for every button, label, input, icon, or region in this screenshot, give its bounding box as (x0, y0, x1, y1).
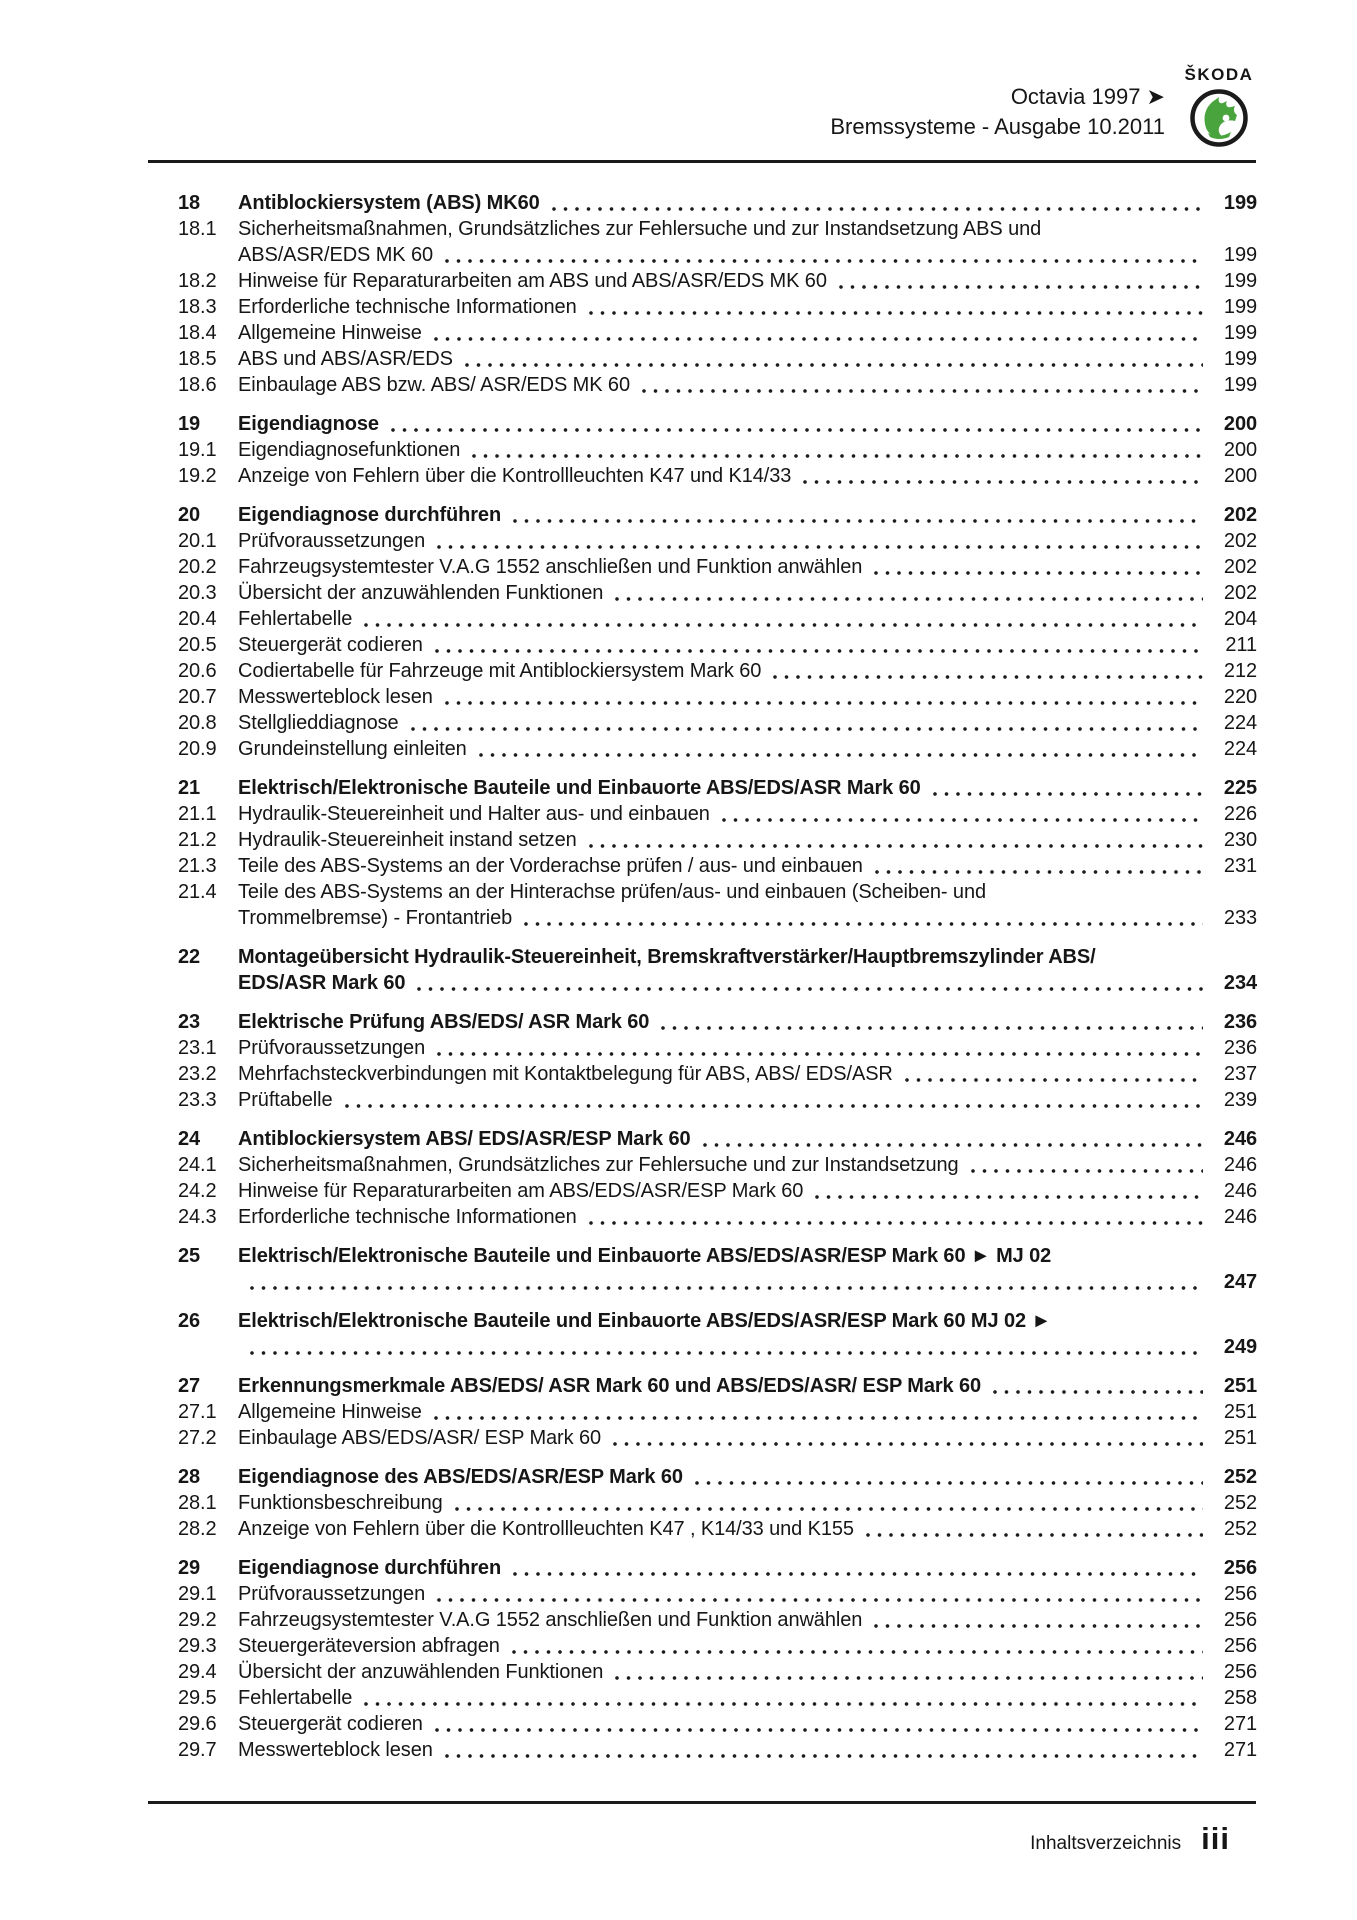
toc-entry-title: Einbaulage ABS/EDS/ASR/ ESP Mark 60 (238, 1427, 601, 1449)
toc-entry-page: 256 (1223, 1557, 1257, 1579)
toc-entry-number: 28 (178, 1466, 201, 1488)
toc-entry (178, 1685, 1257, 1711)
toc-entry-page: 225 (1223, 777, 1257, 799)
toc-entry-page: 256 (1223, 1583, 1257, 1605)
dot-leader (364, 1701, 1203, 1707)
dot-leader (250, 1285, 1203, 1291)
toc-entry (178, 1061, 1257, 1087)
toc-entry-title: Funktionsbeschreibung (238, 1492, 443, 1514)
toc-entry-number: 18.2 (178, 270, 217, 292)
toc-entry (178, 268, 1257, 294)
toc-entry-number: 24.2 (178, 1180, 217, 1202)
toc-entry-number: 20.1 (178, 530, 217, 552)
toc-entry-number: 29.3 (178, 1635, 217, 1657)
skoda-brand-text: ŠKODA (1184, 65, 1254, 84)
toc-entry (178, 463, 1257, 489)
toc-entry-number: 23.3 (178, 1089, 217, 1111)
toc-entry-title: Trommelbremse) - Frontantrieb (238, 907, 513, 929)
toc-entry-number: 26 (178, 1310, 201, 1332)
toc-entry (178, 658, 1257, 684)
dot-leader (437, 1051, 1203, 1057)
toc-entry (178, 1711, 1257, 1737)
dot-leader (589, 310, 1203, 316)
toc-entry-title: Eigendiagnosefunktionen (238, 439, 461, 461)
dot-leader (815, 1194, 1203, 1200)
toc-entry-title-line: Elektrisch/Elektronische Bauteile und Einbauorte ABS/EDS/ASR/ESP Mark 60 MJ 02 ► (238, 1310, 1052, 1332)
toc-entry-title: Eigendiagnose durchführen (238, 1557, 502, 1579)
toc-entry (178, 190, 1257, 216)
toc-entry-title: Prüfvoraussetzungen (238, 1583, 426, 1605)
toc-entry-number: 25 (178, 1245, 201, 1267)
toc-entry-page: 252 (1223, 1492, 1257, 1514)
toc-entry-title: Teile des ABS-Systems an der Vorderachse prüfen / aus- und einbauen (238, 855, 863, 877)
toc-entry-title: Elektrisch/Elektronische Bauteile und Einbauorte ABS/EDS/ASR Mark 60 (238, 777, 921, 799)
toc-entry (178, 853, 1257, 879)
toc-entry-number: 20.2 (178, 556, 217, 578)
toc-entry-title: Eigendiagnose durchführen (238, 504, 502, 526)
dot-leader (437, 1597, 1203, 1603)
toc (178, 190, 1257, 1763)
toc-entry-number: 23.1 (178, 1037, 217, 1059)
skoda-logo-icon (1188, 87, 1250, 149)
toc-entry (178, 1204, 1257, 1230)
dot-leader (472, 453, 1203, 459)
toc-entry (178, 775, 1257, 801)
toc-entry (178, 736, 1257, 762)
dot-leader (874, 1623, 1203, 1629)
toc-entry-title: ABS/ASR/EDS MK 60 (238, 244, 434, 266)
toc-entry-title: Messwerteblock lesen (238, 1739, 433, 1761)
dot-leader (642, 388, 1203, 394)
toc-entry (178, 1464, 1257, 1490)
toc-entry-title: Elektrische Prüfung ABS/EDS/ ASR Mark 60 (238, 1011, 650, 1033)
dot-leader (613, 1441, 1203, 1447)
toc-entry-number: 27 (178, 1375, 201, 1397)
toc-entry-number: 27.2 (178, 1427, 217, 1449)
toc-entry-title-line: Montageübersicht Hydraulik-Steuereinheit, Bremskraftverstärker/Hauptbremszylinder ABS/ (238, 946, 1096, 968)
footer-label: Inhaltsverzeichnis (1030, 1833, 1182, 1854)
toc-entry (178, 1399, 1257, 1425)
toc-entry-title: Prüfvoraussetzungen (238, 1037, 426, 1059)
toc-entry-page: 246 (1223, 1180, 1257, 1202)
toc-entry-title: Hydraulik-Steuereinheit und Halter aus- und einbauen (238, 803, 710, 825)
toc-entry-page: 226 (1223, 803, 1257, 825)
toc-entry (178, 632, 1257, 658)
toc-entry-title: Hydraulik-Steuereinheit instand setzen (238, 829, 577, 851)
toc-entry-number: 22 (178, 946, 201, 968)
toc-entry-number: 28.1 (178, 1492, 217, 1514)
toc-entry-number: 20.4 (178, 608, 217, 630)
toc-entry-title: Eigendiagnose des ABS/EDS/ASR/ESP Mark 60 (238, 1466, 683, 1488)
toc-entry (178, 1035, 1257, 1061)
toc-entry-title-line: Teile des ABS-Systems an der Hinterachse prüfen/aus- und einbauen (Scheiben- und (238, 881, 987, 903)
dot-leader (391, 427, 1203, 433)
toc-entry (178, 294, 1257, 320)
dot-leader (866, 1532, 1203, 1538)
toc-entry-number: 24 (178, 1128, 201, 1150)
dot-leader (250, 1350, 1203, 1356)
toc-entry-page: 251 (1223, 1427, 1257, 1449)
toc-entry (178, 372, 1257, 398)
dot-leader (445, 1753, 1203, 1759)
toc-entry-title: Fehlertabelle (238, 608, 353, 630)
dot-leader (345, 1103, 1203, 1109)
toc-entry-title: Steuergerät codieren (238, 1713, 423, 1735)
toc-entry (178, 1152, 1257, 1178)
dot-leader (524, 921, 1203, 927)
toc-entry-number: 18.4 (178, 322, 217, 344)
toc-entry (178, 580, 1257, 606)
dot-leader (434, 336, 1203, 342)
dot-leader (874, 570, 1203, 576)
dot-leader (479, 752, 1203, 758)
toc-entry-number: 29.5 (178, 1687, 217, 1709)
toc-entry-page: 234 (1223, 972, 1257, 994)
toc-entry-page: 256 (1223, 1609, 1257, 1631)
toc-entry (178, 1633, 1257, 1659)
toc-entry-number: 28.2 (178, 1518, 217, 1540)
dot-leader (513, 1571, 1203, 1577)
toc-entry (178, 1009, 1257, 1035)
dot-leader (703, 1142, 1203, 1148)
toc-entry-title: Allgemeine Hinweise (238, 1401, 422, 1423)
toc-entry-title: Erforderliche technische Informationen (238, 296, 577, 318)
toc-entry-number: 20.8 (178, 712, 217, 734)
header-model-line: Octavia 1997 ➤ (1010, 84, 1165, 109)
toc-entry (178, 710, 1257, 736)
toc-entry-page: 237 (1223, 1063, 1257, 1085)
dot-leader (552, 206, 1203, 212)
toc-entry-number: 29.4 (178, 1661, 217, 1683)
toc-entry-page: 220 (1223, 686, 1257, 708)
dot-leader (905, 1077, 1203, 1083)
dot-leader (695, 1480, 1203, 1486)
toc-entry-page: 199 (1223, 374, 1257, 396)
toc-entry-number: 21 (178, 777, 201, 799)
dot-leader (773, 674, 1203, 680)
toc-entry (178, 944, 1257, 996)
toc-entry (178, 1659, 1257, 1685)
toc-entry-title: EDS/ASR Mark 60 (238, 972, 406, 994)
toc-entry (178, 216, 1257, 268)
dot-leader (839, 284, 1203, 290)
toc-entry-page: 246 (1223, 1128, 1257, 1150)
toc-entry-number: 20 (178, 504, 201, 526)
dot-leader (875, 869, 1203, 875)
toc-entry (178, 1607, 1257, 1633)
dot-leader (993, 1389, 1203, 1395)
toc-entry-title: Fehlertabelle (238, 1687, 353, 1709)
toc-entry-title: Messwerteblock lesen (238, 686, 433, 708)
toc-entry-title: ABS und ABS/ASR/EDS (238, 348, 453, 370)
toc-entry-title: Übersicht der anzuwählenden Funktionen (238, 1661, 604, 1683)
toc-entry-number: 29.2 (178, 1609, 217, 1631)
toc-entry-page: 252 (1223, 1518, 1257, 1540)
toc-entry-page: 246 (1223, 1154, 1257, 1176)
toc-entry-title: Stellglieddiagnose (238, 712, 399, 734)
page-header (830, 82, 1165, 142)
page-footer (1030, 1822, 1230, 1856)
toc-entry-number: 20.7 (178, 686, 217, 708)
toc-entry-page: 224 (1223, 738, 1257, 760)
toc-entry (178, 1581, 1257, 1607)
toc-entry (178, 1126, 1257, 1152)
toc-entry (178, 1308, 1257, 1360)
toc-entry-title: Antiblockiersystem (ABS) MK60 (238, 192, 540, 214)
toc-entry-number: 21.4 (178, 881, 217, 903)
toc-entry-number: 20.9 (178, 738, 217, 760)
toc-entry-number: 18.5 (178, 348, 217, 370)
dot-leader (589, 843, 1203, 849)
toc-entry-page: 246 (1223, 1206, 1257, 1228)
toc-entry (178, 1425, 1257, 1451)
toc-entry-number: 24.3 (178, 1206, 217, 1228)
toc-entry-page: 199 (1223, 244, 1257, 266)
dot-leader (445, 258, 1203, 264)
toc-entry (178, 1490, 1257, 1516)
dot-leader (589, 1220, 1203, 1226)
toc-entry-page: 271 (1223, 1739, 1257, 1761)
toc-entry-page: 202 (1223, 530, 1257, 552)
toc-entry-title: Anzeige von Fehlern über die Kontrollleuchten K47 , K14/33 und K155 (238, 1518, 854, 1540)
toc-entry-page: 202 (1223, 556, 1257, 578)
toc-entry (178, 827, 1257, 853)
toc-entry-title: Prüftabelle (238, 1089, 333, 1111)
toc-entry-title-line: Sicherheitsmaßnahmen, Grundsätzliches zur Fehlersuche und zur Instandsetzung ABS und (238, 218, 1042, 240)
dot-leader (722, 817, 1203, 823)
toc-entry (178, 1516, 1257, 1542)
toc-entry-number: 29.7 (178, 1739, 217, 1761)
dot-leader (513, 518, 1203, 524)
dot-leader (971, 1168, 1203, 1174)
toc-entry-page: 247 (1223, 1271, 1257, 1293)
dot-leader (364, 622, 1203, 628)
toc-entry (178, 502, 1257, 528)
dot-leader (615, 1675, 1203, 1681)
toc-entry-number: 27.1 (178, 1401, 217, 1423)
toc-entry-number: 24.1 (178, 1154, 217, 1176)
toc-entry-page: 236 (1223, 1037, 1257, 1059)
toc-entry-page: 251 (1223, 1401, 1257, 1423)
dot-leader (437, 544, 1203, 550)
toc-entry (178, 684, 1257, 710)
toc-entry-page: 199 (1223, 192, 1257, 214)
toc-entry-page: 258 (1223, 1687, 1257, 1709)
toc-entry-number: 18 (178, 192, 201, 214)
toc-entry-page: 230 (1223, 829, 1257, 851)
toc-entry-page: 211 (1225, 634, 1257, 656)
header-doc-line: Bremssysteme - Ausgabe 10.2011 (830, 114, 1165, 139)
toc-entry (178, 554, 1257, 580)
header-rule (148, 160, 1256, 163)
toc-entry-page: 202 (1223, 582, 1257, 604)
toc-entry (178, 801, 1257, 827)
toc-entry-title: Mehrfachsteckverbindungen mit Kontaktbelegung für ABS, ABS/ EDS/ASR (238, 1063, 893, 1085)
toc-entry-title: Allgemeine Hinweise (238, 322, 422, 344)
footer-rule (148, 1801, 1256, 1804)
toc-entry (178, 879, 1257, 931)
toc-entry (178, 1243, 1257, 1295)
toc-entry (178, 528, 1257, 554)
toc-entry-page: 199 (1223, 322, 1257, 344)
toc-entry (178, 1555, 1257, 1581)
toc-entry-page: 199 (1223, 270, 1257, 292)
toc-entry-page: 271 (1223, 1713, 1257, 1735)
toc-entry-page: 199 (1223, 296, 1257, 318)
toc-entry-title: Übersicht der anzuwählenden Funktionen (238, 582, 604, 604)
dot-leader (803, 479, 1203, 485)
toc-entry-title: Fahrzeugsystemtester V.A.G 1552 anschließen und Funktion anwählen (238, 556, 863, 578)
dot-leader (615, 596, 1203, 602)
toc-entry (178, 437, 1257, 463)
toc-entry-page: 236 (1223, 1011, 1257, 1033)
toc-entry-number: 19.1 (178, 439, 217, 461)
toc-entry-title: Erforderliche technische Informationen (238, 1206, 577, 1228)
toc-entry (178, 1087, 1257, 1113)
toc-entry-page: 200 (1223, 465, 1257, 487)
toc-entry (178, 606, 1257, 632)
toc-entry-page: 212 (1223, 660, 1257, 682)
toc-entry-title: Eigendiagnose (238, 413, 379, 435)
toc-entry (178, 411, 1257, 437)
toc-entry-number: 23 (178, 1011, 201, 1033)
toc-entry-number: 18.3 (178, 296, 217, 318)
toc-entry (178, 1737, 1257, 1763)
toc-entry-title-line: Elektrisch/Elektronische Bauteile und Einbauorte ABS/EDS/ASR/ESP Mark 60 ► MJ 02 (238, 1245, 1052, 1267)
toc-entry-title: Erkennungsmerkmale ABS/EDS/ ASR Mark 60 und ABS/EDS/ASR/ ESP Mark 60 (238, 1375, 982, 1397)
toc-entry-number: 29.6 (178, 1713, 217, 1735)
toc-entry-page: 239 (1223, 1089, 1257, 1111)
dot-leader (455, 1506, 1203, 1512)
toc-entry (178, 1373, 1257, 1399)
dot-leader (445, 700, 1203, 706)
dot-leader (661, 1025, 1203, 1031)
toc-entry-page: 256 (1223, 1661, 1257, 1683)
toc-entry-number: 29.1 (178, 1583, 217, 1605)
dot-leader (434, 1415, 1203, 1421)
toc-entry-title: Hinweise für Reparaturarbeiten am ABS und ABS/ASR/EDS MK 60 (238, 270, 827, 292)
toc-entry-page: 200 (1223, 413, 1257, 435)
dot-leader (411, 726, 1203, 732)
toc-entry (178, 346, 1257, 372)
toc-entry-title: Steuergeräteversion abfragen (238, 1635, 500, 1657)
toc-entry-number: 18.1 (178, 218, 217, 240)
toc-entry-page: 224 (1223, 712, 1257, 734)
toc-entry-title: Einbaulage ABS bzw. ABS/ ASR/EDS MK 60 (238, 374, 630, 396)
dot-leader (435, 648, 1203, 654)
toc-entry-page: 199 (1223, 348, 1257, 370)
toc-entry-number: 29 (178, 1557, 201, 1579)
toc-entry-number: 23.2 (178, 1063, 217, 1085)
toc-entry-page: 200 (1223, 439, 1257, 461)
toc-entry-title: Steuergerät codieren (238, 634, 423, 656)
toc-entry-number: 19 (178, 413, 201, 435)
toc-entry (178, 320, 1257, 346)
dot-leader (465, 362, 1203, 368)
toc-entry-title: Anzeige von Fehlern über die Kontrollleuchten K47 und K14/33 (238, 465, 792, 487)
toc-entry-number: 20.3 (178, 582, 217, 604)
toc-entry (178, 1178, 1257, 1204)
toc-entry-number: 20.5 (178, 634, 217, 656)
toc-entry-number: 19.2 (178, 465, 217, 487)
toc-entry-title: Antiblockiersystem ABS/ EDS/ASR/ESP Mark 60 (238, 1128, 691, 1150)
toc-entry-page: 231 (1223, 855, 1257, 877)
toc-entry-page: 249 (1223, 1336, 1257, 1358)
toc-entry-page: 251 (1223, 1375, 1257, 1397)
toc-entry-title: Grundeinstellung einleiten (238, 738, 467, 760)
dot-leader (417, 986, 1203, 992)
dot-leader (435, 1727, 1203, 1733)
toc-entry-number: 21.2 (178, 829, 217, 851)
footer-page-number: iii (1201, 1821, 1230, 1856)
toc-entry-number: 18.6 (178, 374, 217, 396)
toc-entry-title: Sicherheitsmaßnahmen, Grundsätzliches zur Fehlersuche und zur Instandsetzung (238, 1154, 959, 1176)
toc-entry-page: 202 (1223, 504, 1257, 526)
dot-leader (933, 791, 1203, 797)
toc-entry-title: Hinweise für Reparaturarbeiten am ABS/EDS/ASR/ESP Mark 60 (238, 1180, 804, 1202)
toc-entry-page: 256 (1223, 1635, 1257, 1657)
toc-entry-page: 233 (1223, 907, 1257, 929)
skoda-logo (1184, 66, 1254, 149)
toc-entry-number: 21.3 (178, 855, 217, 877)
toc-entry-page: 204 (1223, 608, 1257, 630)
toc-entry-page: 252 (1223, 1466, 1257, 1488)
toc-entry-title: Codiertabelle für Fahrzeuge mit Antiblockiersystem Mark 60 (238, 660, 762, 682)
toc-entry-title: Prüfvoraussetzungen (238, 530, 426, 552)
toc-entry-number: 21.1 (178, 803, 217, 825)
toc-entry-number: 20.6 (178, 660, 217, 682)
toc-entry-title: Fahrzeugsystemtester V.A.G 1552 anschließen und Funktion anwählen (238, 1609, 863, 1631)
dot-leader (512, 1649, 1203, 1655)
